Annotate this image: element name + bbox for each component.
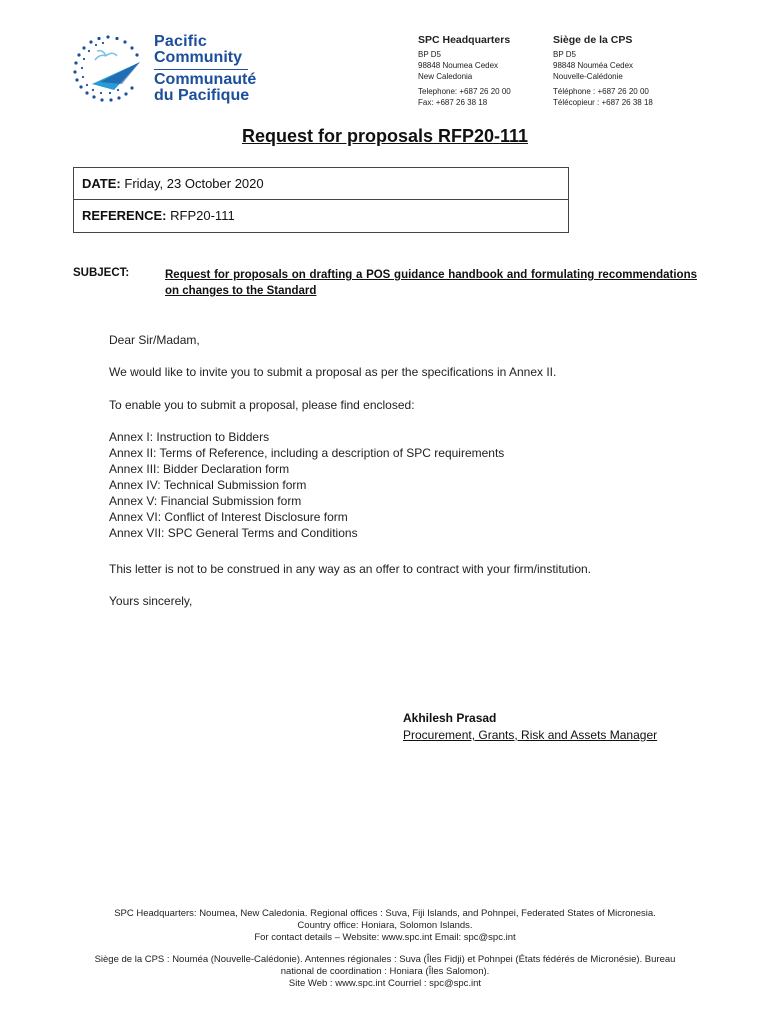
reference-label: REFERENCE: <box>82 208 167 223</box>
annex-item: Annex VI: Conflict of Interest Disclosure form <box>109 510 348 524</box>
logo-name-en <box>154 34 242 66</box>
annex-item: Annex III: Bidder Declaration form <box>109 462 290 476</box>
reference-value: RFP20-111 <box>170 208 235 223</box>
annex-item: Annex II: Terms of Reference, including a description of SPC requirements <box>109 446 505 460</box>
footer-fr <box>0 954 770 990</box>
hq-line-fr: Nouvelle-Calédonie <box>553 72 623 81</box>
footer-line: Site Web : www.spc.int Courriel : spc@spc.int <box>288 978 482 989</box>
date-value: Friday, 23 October 2020 <box>124 176 264 191</box>
paragraph-invite: We would like to invite you to submit a proposal as per the specifications in Annex II. <box>109 365 557 379</box>
footer-line: Siège de la CPS : Nouméa (Nouvelle-Calédonie). Antennes régionales : Suva (Îles Fidji) et Pohnpei (États fédérés de Micronésie). Bureau <box>94 954 676 965</box>
hq-line-fr: BP D5 <box>553 50 576 59</box>
hq-heading-en: SPC Headquarters <box>418 34 511 46</box>
annex-item: Annex IV: Technical Submission form <box>109 478 307 492</box>
subject-text: Request for proposals on drafting a POS guidance handbook and formulating recommendations on changes to the Standard <box>165 269 697 297</box>
hq-line-en: New Caledonia <box>418 72 473 81</box>
salutation: Dear Sir/Madam, <box>109 333 200 347</box>
date-row <box>74 168 568 199</box>
logo-line-4: du Pacifique <box>154 87 250 104</box>
logo-line-1: Pacific <box>154 33 207 50</box>
logo-line-3: Communauté <box>154 71 257 88</box>
date-label: DATE: <box>82 176 121 191</box>
logo-name-fr <box>154 72 256 104</box>
signature-block <box>403 710 657 743</box>
hq-line-en: 98848 Noumea Cedex <box>418 61 499 70</box>
closing: Yours sincerely, <box>109 594 193 608</box>
footer-line: national de coordination : Honiara (Îles Salomon). <box>280 966 490 977</box>
hq-fax-fr: Télécopieur : +687 26 38 18 <box>553 98 653 107</box>
hq-phone-fr: Téléphone : +687 26 20 00 <box>553 87 649 96</box>
reference-row <box>74 199 568 230</box>
hq-fax-en: Fax: +687 26 38 18 <box>418 98 488 107</box>
annex-list <box>109 429 504 541</box>
logo-line-2: Community <box>154 49 242 66</box>
paragraph-disclaimer: This letter is not to be construed in any way as an offer to contract with your firm/institution. <box>109 562 592 576</box>
annex-item: Annex I: Instruction to Bidders <box>109 430 270 444</box>
annex-item: Annex V: Financial Submission form <box>109 494 302 508</box>
signatory-role: Procurement, Grants, Risk and Assets Manager <box>403 728 658 742</box>
signatory-name: Akhilesh Prasad <box>403 711 497 725</box>
hq-line-fr: 98848 Nouméa Cedex <box>553 61 634 70</box>
hq-address-fr <box>553 34 653 108</box>
annex-item: Annex VII: SPC General Terms and Conditions <box>109 526 358 540</box>
info-box <box>73 167 569 233</box>
spc-logo <box>70 32 260 106</box>
footer-line: SPC Headquarters: Noumea, New Caledonia. Regional offices : Suva, Fiji Islands, and Pohnpei, Federated States of Micronesia. <box>114 908 656 919</box>
footer-line: Country office: Honiara, Solomon Islands. <box>297 920 473 931</box>
hq-line-en: BP D5 <box>418 50 441 59</box>
paragraph-enclosed: To enable you to submit a proposal, please find enclosed: <box>109 398 415 412</box>
footer-line: For contact details – Website: www.spc.int Email: spc@spc.int <box>254 932 516 943</box>
hq-address-en <box>418 34 511 108</box>
footer-en <box>0 908 770 944</box>
logo-divider <box>154 69 248 70</box>
spc-emblem-icon <box>70 32 146 106</box>
document-title: Request for proposals RFP20-111 <box>241 126 529 146</box>
hq-phone-en: Telephone: +687 26 20 00 <box>418 87 511 96</box>
hq-heading-fr: Siège de la CPS <box>553 34 633 46</box>
subject-label: SUBJECT: <box>73 267 130 279</box>
